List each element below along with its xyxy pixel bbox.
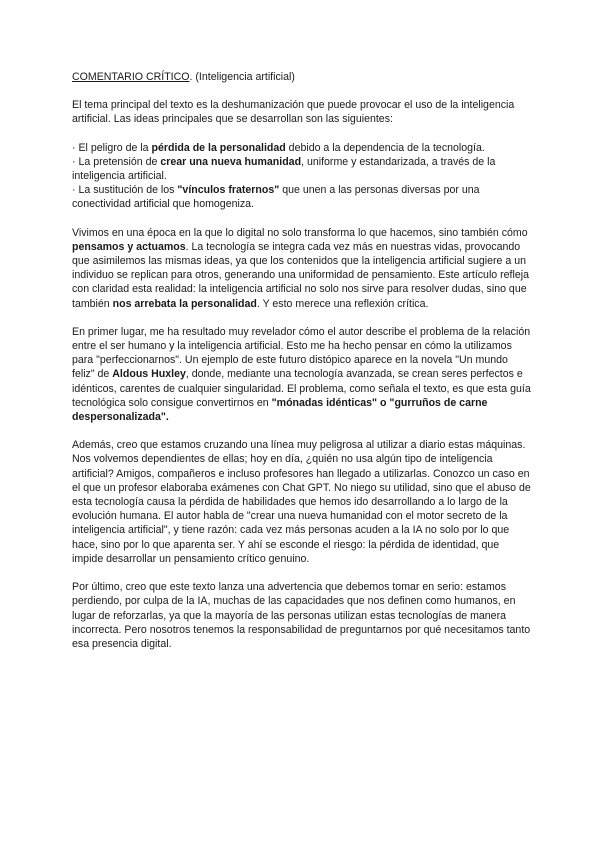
list-item: · La pretensión de crear una nueva humanidad, uniforme y estandarizada, a través de la inteligencia artificial. — [72, 155, 496, 183]
document-page — [72, 70, 532, 665]
list-item: · El peligro de la pérdida de la personalidad debido a la dependencia de la tecnología. — [72, 141, 485, 154]
title-subtitle: . (Inteligencia artificial) — [189, 71, 295, 83]
paragraph-1: Vivimos en una época en la que lo digital no solo transforma lo que hacemos, sino también cómo pensamos y actuamos. La tecnología se integra cada vez más en nuestras vidas, provocando que asimilemos las mismas ideas, ya que los contenidos que la inteligencia artificial sugiere a un individuo se replican para otros, generando una uniformidad de pensamiento. Este artículo refleja con claridad esta realidad: la inteligencia artificial no solo nos sirve para resolver dudas, sino que también nos arrebata la personalidad. Y esto merece una reflexión crítica. — [72, 226, 529, 310]
paragraph-2: En primer lugar, me ha resultado muy revelador cómo el autor describe el problema de la relación entre el ser humano y la inteligencia artificial. Esto me ha hecho pensar en cómo la utilizamos para "perfeccionarnos". Un ejemplo de este futuro distópico aparece en la novela "Un mundo feliz" de Aldous Huxley, donde, mediante una tecnología avanzada, se crean seres perfectos e idénticos, carentes de cualquier singularidad. El problema, como señala el texto, es que esta guía tecnológica solo consigue convertirnos en "mónadas idénticas" o "gurruños de carne despersonalizada". — [72, 325, 531, 424]
title-underlined: COMENTARIO CRÍTICO — [72, 71, 190, 83]
ideas-list — [72, 141, 532, 212]
page-title — [72, 70, 532, 84]
intro-paragraph: El tema principal del texto es la deshumanización que puede provocar el uso de la inteligencia artificial. Las ideas principales que se desarrollan son las siguientes: — [72, 99, 515, 126]
paragraph-3: Además, creo que estamos cruzando una línea muy peligrosa al utilizar a diario estas máquinas. Nos volvemos dependientes de ellas; hoy en día, ¿quién no usa algún tipo de inteligencia artificial? Amigos, compañeros e incluso profesores han llegado a utilizarlas. Conozco un caso en el que un profesor elaboraba exámenes con Chat GPT. No niego su utilidad, sino que el abuso de esta tecnología causa la pérdida de habilidades que hemos ido desarrollando a lo largo de la evolución humana. El autor habla de "crear una nueva humanidad con el motor secreto de la inteligencia artificial", y tiene razón: cada vez más personas acuden a la IA no solo por lo que hace, sino por lo que aparenta ser. Y ahí se esconde el riesgo: la pérdida de identidad, que impide desarrollar un pensamiento crítico genuino. — [72, 439, 531, 565]
list-item: · La sustitución de los "vínculos fraternos" que unen a las personas diversas por una conectividad artificial que homogeniza. — [72, 184, 480, 211]
paragraph-4: Por último, creo que este texto lanza una advertencia que debemos tomar en serio: estamos perdiendo, por culpa de la IA, muchas de las capacidades que nos definen como humanos, en lugar de reforzarlas, ya que la mayoría de las personas utilizan estas tecnologías de manera incorrecta. Pero nosotros tenemos la responsabilidad de preguntarnos por qué necesitamos tanto esa presencia digital. — [72, 581, 531, 650]
